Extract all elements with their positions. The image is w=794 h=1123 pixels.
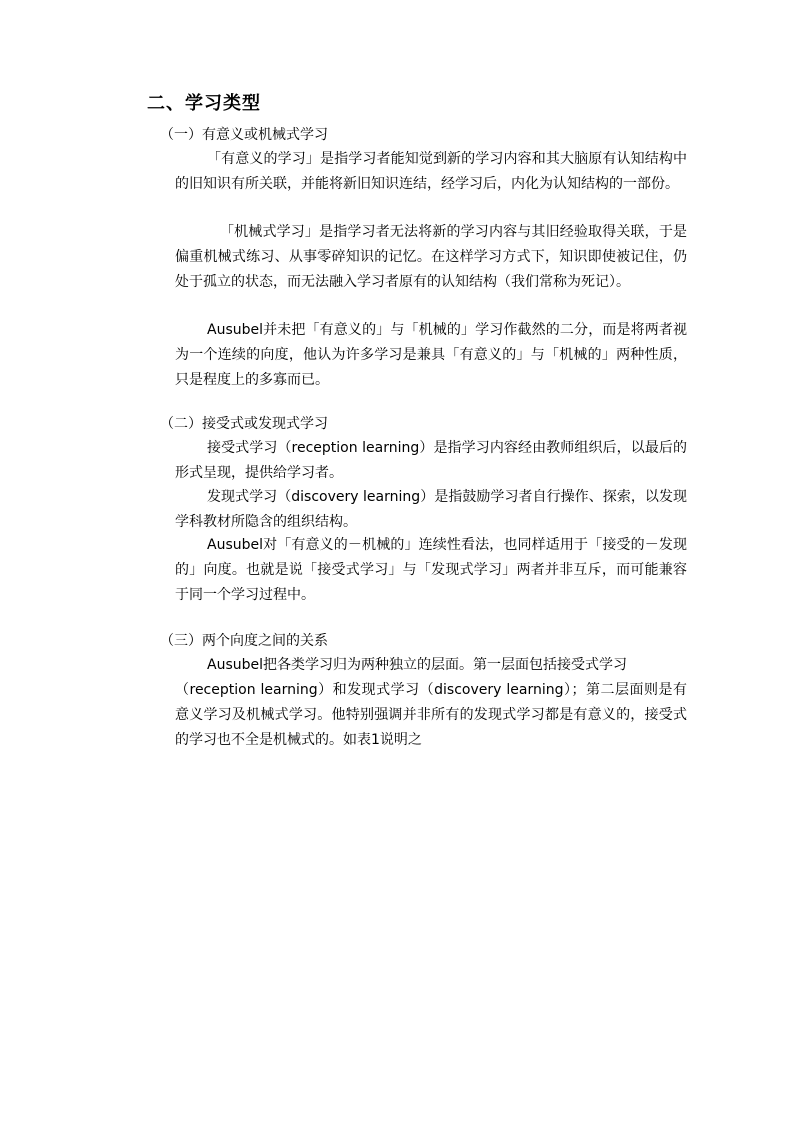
part1-heading: （一）有意义或机械式学习 [160, 127, 328, 143]
section-title: 二、学习类型 [147, 93, 261, 114]
part1-paragraph-3: Ausubel并未把「有意义的」与「机械的」学习作截然的二分，而是将两者视为一个连续的向度，他认为许多学习是兼具「有意义的」与「机械的」两种性质，只是程度上的多寡而已。 [175, 322, 687, 388]
part3-paragraph-line-1: Ausubel把各类学习归为两种独立的层面。第一层面包括接受式学习 [207, 657, 628, 673]
part3-heading: （三）两个向度之间的关系 [160, 633, 328, 649]
part1-paragraph-2: 「机械式学习」是指学习者无法将新的学习内容与其旧经验取得关联，于是偏重机械式练习、从事零碎知识的记忆。在这样学习方式下，知识即使被记住，仍处于孤立的状态，而无法融入学习者原有的认知结构（我们常称为死记）。 [175, 224, 687, 290]
part1-paragraph-1: 「有意义的学习」是指学习者能知觉到新的学习内容和其大脑原有认知结构中的旧知识有所关联，并能将新旧知识连结，经学习后，内化为认知结构的一部份。 [175, 151, 687, 192]
part3-paragraph-rest: （reception learning）和发现式学习（discovery learning）；第二层面则是有意义学习及机械式学习。他特别强调并非所有的发现式学习都是有意义的，接受式的学习也不全是机械式的。如表1说明之 [175, 682, 687, 748]
part2-paragraph-2: 发现式学习（discovery learning）是指鼓励学习者自行操作、探索，以发现学科教材所隐含的组织结构。 [175, 489, 687, 530]
part2-paragraph-1: 接受式学习（reception learning）是指学习内容经由教师组织后，以最后的形式呈现，提供给学习者。 [175, 440, 687, 481]
part2-paragraph-3: Ausubel对「有意义的－机械的」连续性看法，也同样适用于「接受的－发现的」向度。也就是说「接受式学习」与「发现式学习」两者并非互斥，而可能兼容于同一个学习过程中。 [175, 537, 687, 603]
part2-heading: （二）接受式或发现式学习 [160, 416, 328, 432]
